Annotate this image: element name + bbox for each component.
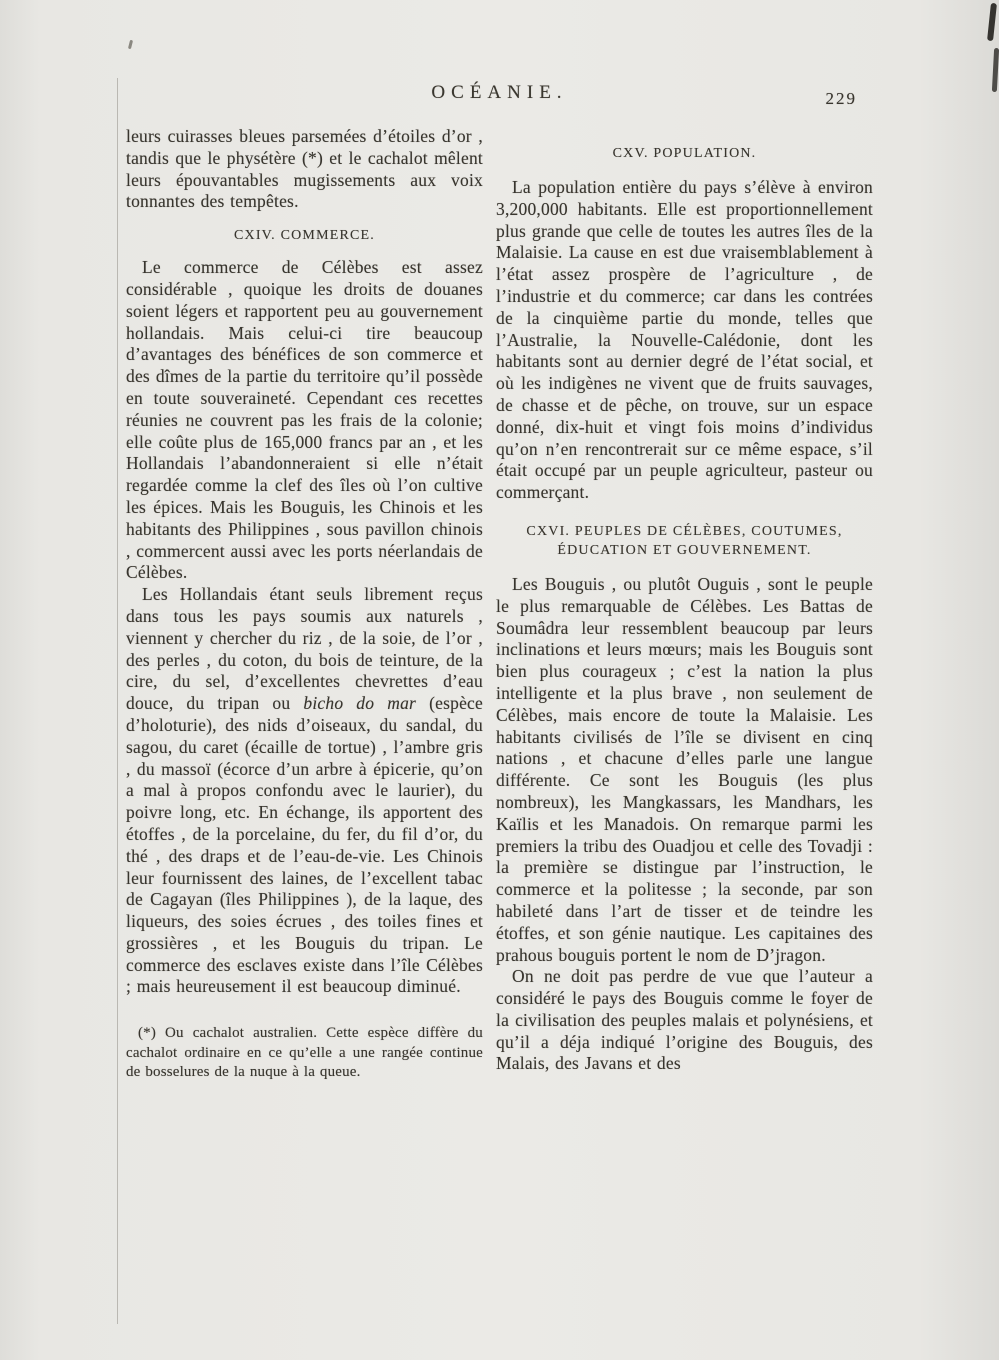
scan-speck: [128, 40, 133, 49]
heading-peuples-line2: ÉDUCATION ET GOUVERNEMENT.: [557, 542, 812, 558]
trade-text-part1: Les Hollandais étant seuls librement reçus dans tous les pays soumis aux naturels , viennent y chercher du riz , de la soie, de l’or , des perles , du coton, du bois de teinture, de la cire, du sel, d’excellentes chevrettes d’eau douce, du tripan ou: [126, 584, 483, 714]
heading-peuples-line1: CXVI. PEUPLES DE CÉLÈBES, COUTUMES,: [526, 523, 843, 539]
heading-commerce: CXIV. COMMERCE.: [233, 228, 376, 244]
running-title: OCÉANIE.: [431, 82, 568, 103]
footnote: (*) Ou cachalot australien. Cette espèce diffère du cachalot ordinaire en ce qu’elle a une rangée continue de bosselures de la nuque à la queue.: [126, 1025, 483, 1081]
heading-peuples: [496, 522, 873, 560]
paragraph-auteur: On ne doit pas perdre de vue que l’auteur a considéré le pays des Bouguis comme le foyer de la civilisation des peuples malais et polynésiens, et qu’il a déja indiqué l’origine des Bouguis, des Malais, des Javans et des: [496, 966, 873, 1074]
page-number: 229: [825, 89, 857, 108]
paragraph-bouguis: Les Bouguis , ou plutôt Ouguis , sont le peuple le plus remarquable de Célèbes. Les Battas de Soumâdra leur ressemblent beaucoup par leurs inclinations et leurs mœurs; mais les Bouguis sont bien plus courageux ; c’est la nation la plus intelligente et la plus brave , non seulement de Célèbes, mais encore de toute la Malaisie. Les habitants civilisés de l’île se divisent en cinq nations , et chacune d’elles parle une langue différente. Ce sont les Bouguis (les plus nombreux), les Mangkassars, les Mandhars, les Kaïlis et les Manadois. On remarque parmi les premiers la tribu des Ouadjou et celle des Tovadji : la première se distingue par l’instruction, le commerce et la politesse ; la seconde, par son habileté dans l’art de tisser et de teindre les étoffes, et son génie nautique. Les capitaines des prahous bouguis portent le nom de D’jragon.: [496, 573, 873, 965]
paragraph-commerce: Le commerce de Célèbes est assez considérable , quoique les droits de douanes soient légers et rapportent peu au gouvernement hollandais. Mais celui-ci tire beaucoup d’avantages des bénéfices de son commerce et des dîmes de la partie du territoire qu’il possède en toute souveraineté. Cependant ces recettes réunies ne couvrent pas les frais de la colonie; elle coûte plus de 165,000 francs par an , et les Hollandais l’abandonneraient si elle n’était regardée comme la clef des îles où l’on cultive les épices. Mais les Bouguis, les Chinois et les habitants des Philippines , sous pavillon chinois , commercent aussi avec les ports néerlandais de Célèbes.: [126, 257, 483, 583]
trade-text-part2: (espèce d’holoturie), des nids d’oiseaux, du sandal, du sagou, du caret (écaille de tortue) , l’ambre gris , du massoï (écorce d’un arbre à épicerie, qu’on a mal à propos confondu avec le laurier), du poivre long, etc. En échange, ils apportent des étoffes , de la porcelaine, du fer, du fil d’or, du thé , des draps et de l’eau-de-vie. Les Chinois leur fournissent des laines, de l’excellent tabac de Cagayan (îles Philippines ), de la laque, des liqueurs, des soies écrues , des toiles fines et grossières , et les Bouguis du tripan. Le commerce des esclaves existe dans l’île Célèbes ; mais heureusement il est beaucoup diminué.: [126, 693, 484, 997]
heading-population: CXV. POPULATION.: [612, 146, 757, 161]
scan-mark-top-right-2: [992, 48, 999, 92]
right-column: [496, 126, 873, 1083]
text-columns: [126, 126, 873, 1083]
trade-italic-term: bicho do mar: [303, 693, 417, 714]
scan-mark-top-right-1: [987, 3, 997, 41]
paragraph-population: La population entière du pays s’élève à environ 3,200,000 habitants. Elle est proportionnellement plus grande que celle de toutes les autres îles de la Malaisie. La cause en est due vraisemblablement à l’état assez prospère de l’agriculture , de l’industrie et du commerce; car dans les contrées de la cinquième partie du monde, telles que l’Australie, la Nouvelle-Calédonie, dont les habitants sont au dernier degré de l’état social, et où les indigènes ne vivent que de fruits sauvages, de chasse et de pêche, on trouve, sur un espace donné, dix-huit et vingt fois moins d’individus qu’on n’en rencontrerait sur ce même espace, s’il était occupé par un peuple agriculteur, pasteur ou commerçant.: [496, 177, 873, 503]
left-column: [126, 126, 483, 1083]
paragraph-cuirasses: leurs cuirasses bleues parsemées d’étoiles d’or , tandis que le physétère (*) et le cachalot mêlent leurs épouvantables mugissements aux voix tonnantes des tempêtes.: [126, 126, 483, 212]
page-header: [126, 82, 873, 112]
paragraph-trade: [126, 584, 483, 998]
left-margin-line: [117, 78, 118, 1324]
